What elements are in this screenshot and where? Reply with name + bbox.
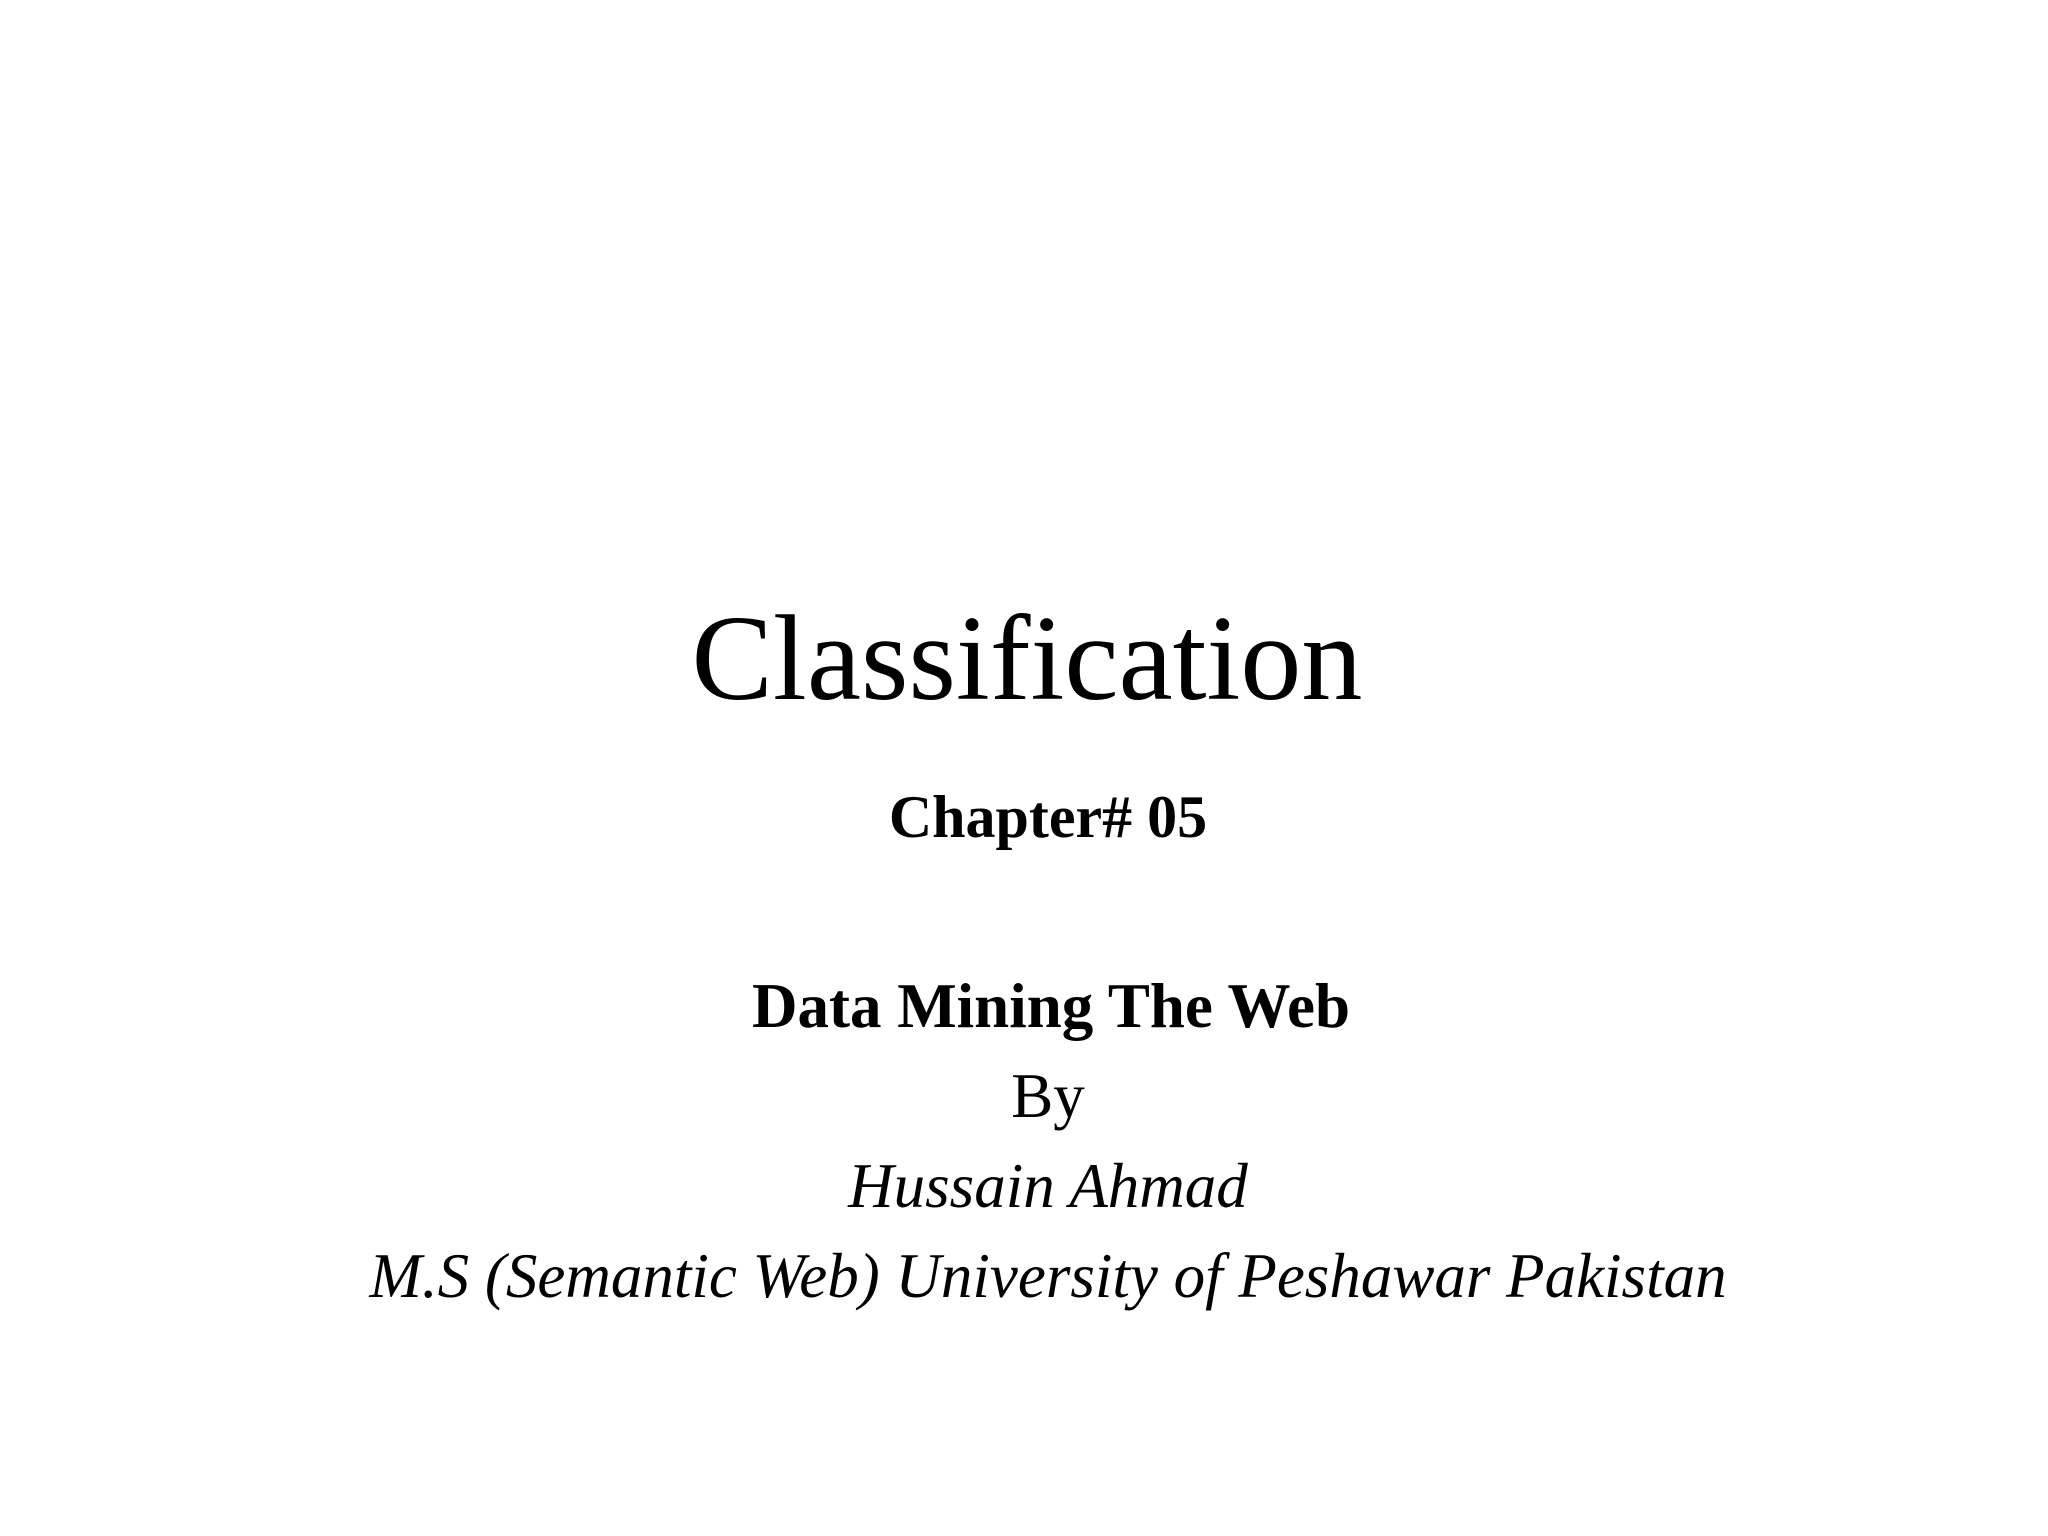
course-title: Data Mining The Web bbox=[751, 971, 1351, 1041]
author-name: Hussain Ahmad bbox=[848, 1151, 1248, 1221]
slide-title: Classification bbox=[691, 591, 1363, 726]
chapter-label: Chapter# 05 bbox=[888, 784, 1208, 850]
author-affiliation: M.S (Semantic Web) University of Peshawar Pakistan bbox=[369, 1241, 1727, 1311]
by-label: By bbox=[1011, 1061, 1085, 1131]
